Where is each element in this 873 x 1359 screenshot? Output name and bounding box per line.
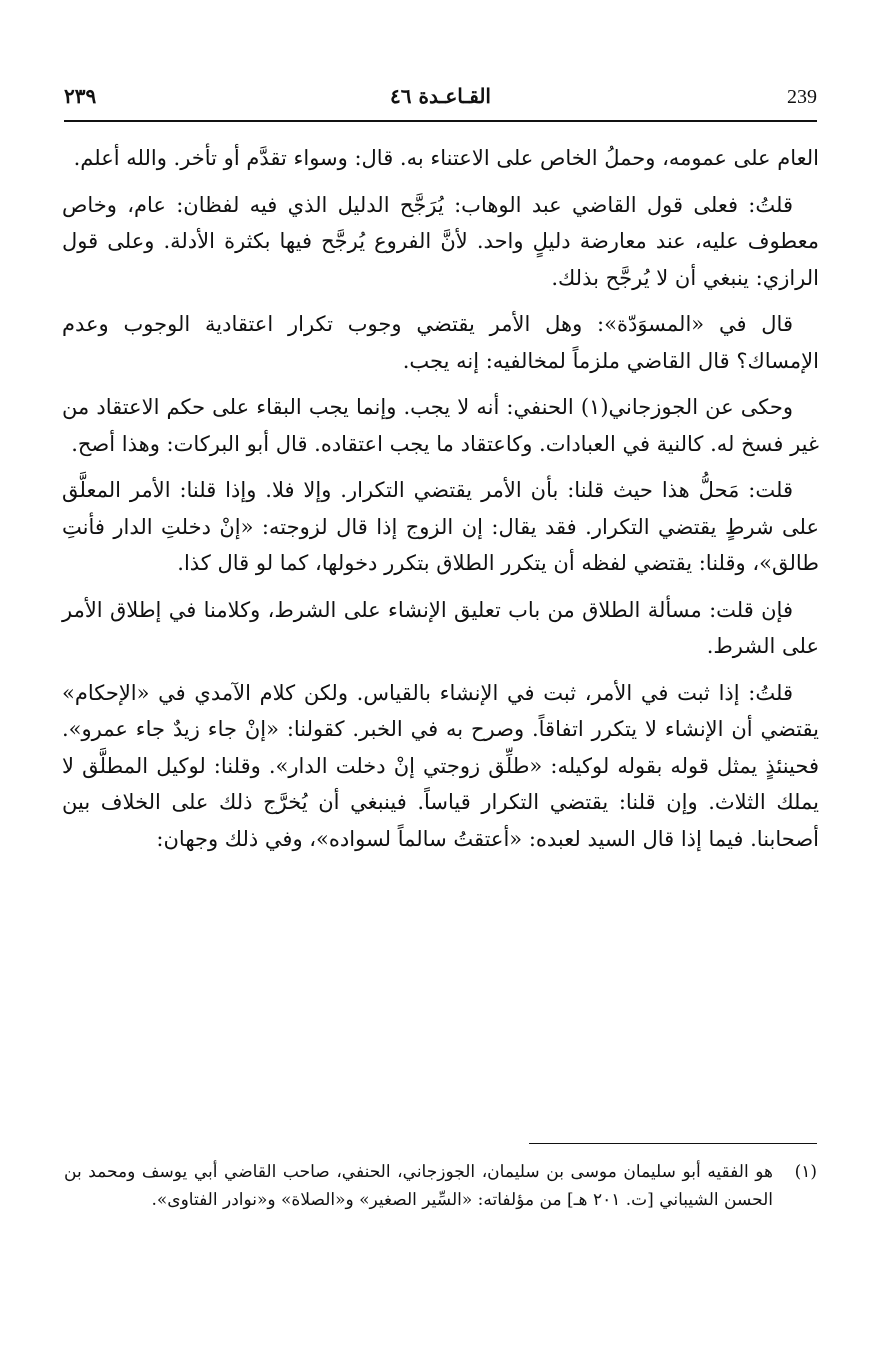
paragraph: وحكى عن الجوزجاني(١) الحنفي: أنه لا يجب. وإنما يجب البقاء على حكم الاعتقاد من غير فسخ له. كالنية في العبادات. وكاعتقاد ما يجب اعتقاده. قال أبو البركات: وهذا أصح. bbox=[62, 395, 819, 456]
page-number-latin: 239 bbox=[787, 86, 817, 108]
page-number-arabic: ٢٣٩ bbox=[64, 84, 97, 108]
paragraph: قلتُ: إذا ثبت في الأمر، ثبت في الإنشاء بالقياس. ولكن كلام الآمدي في «الإحكام» يقتضي أن الإنشاء لا يتكرر اتفاقاً. وصرح به في الخبر. كقولنا: «إنْ جاء زيدٌ جاء عمرو». فحينئذٍ يمثل قوله بقوله لوكيله: «طلِّق زوجتي إنْ دخلت الدار». وقلنا: لوكيل المطلَّق لا يملك الثلاث. وإن قلنا: يقتضي التكرار قياساً. فينبغي أن يُخرَّج ذلك على الخلاف بين أصحابنا. فيما إذا قال السيد لعبده: «أعتقتُ سالماً لسواده»، وفي ذلك وجهان: bbox=[62, 680, 819, 851]
running-title: القـاعـدة ٤٦ bbox=[390, 84, 491, 108]
main-text bbox=[62, 140, 819, 867]
paragraph: فإن قلت: مسألة الطلاق من باب تعليق الإنشاء على الشرط، وكلامنا في إطلاق الأمر على الشرط. bbox=[62, 597, 819, 658]
footnotes bbox=[64, 1158, 817, 1214]
page-header bbox=[64, 82, 817, 114]
header-divider bbox=[64, 120, 817, 122]
footnote-text: هو الفقيه أبو سليمان موسى بن سليمان، الجوزجاني، الحنفي، صاحب القاضي أبي يوسف ومحمد بن الحسن الشيباني [ت. ٢٠١ هـ] من مؤلفاته: «السِّير الصغير» و«الصلاة» و«نوادر الفتاوى». bbox=[64, 1162, 773, 1210]
paragraph: العام على عمومه، وحملُ الخاص على الاعتناء به. قال: وسواء تقدَّم أو تأخر. والله أعلم. bbox=[73, 146, 819, 170]
footnote bbox=[64, 1158, 817, 1214]
footnote-divider bbox=[529, 1143, 817, 1144]
paragraph: قلتُ: فعلى قول القاضي عبد الوهاب: يُرَجَّح الدليل الذي فيه لفظان: عام، وخاص معطوف عليه، عند معارضة دليلٍ واحد. لأنَّ الفروع يُرجَّح فيها بكثرة الأدلة. وعلى قول الرازي: ينبغي أن لا يُرجَّح بذلك. bbox=[62, 192, 819, 290]
footnote-marker: (١) bbox=[794, 1162, 817, 1182]
paragraph: قلت: مَحلُّ هذا حيث قلنا: بأن الأمر يقتضي التكرار. وإلا فلا. وإذا قلنا: الأمر المعلَّق على شرطٍ يقتضي التكرار. فقد يقال: إن الزوج إذا قال لزوجته: «إنْ دخلتِ الدار فأنتِ طالق»، وقلنا: يقتضي لفظه أن يتكرر الطلاق بتكرر دخولها، كما لو قال كذا. bbox=[62, 478, 819, 575]
paragraph: قال في «المسوَدّة»: وهل الأمر يقتضي وجوب تكرار اعتقادية الوجوب وعدم الإمساك؟ قال القاضي ملزماً لمخالفيه: إنه يجب. bbox=[62, 312, 819, 373]
